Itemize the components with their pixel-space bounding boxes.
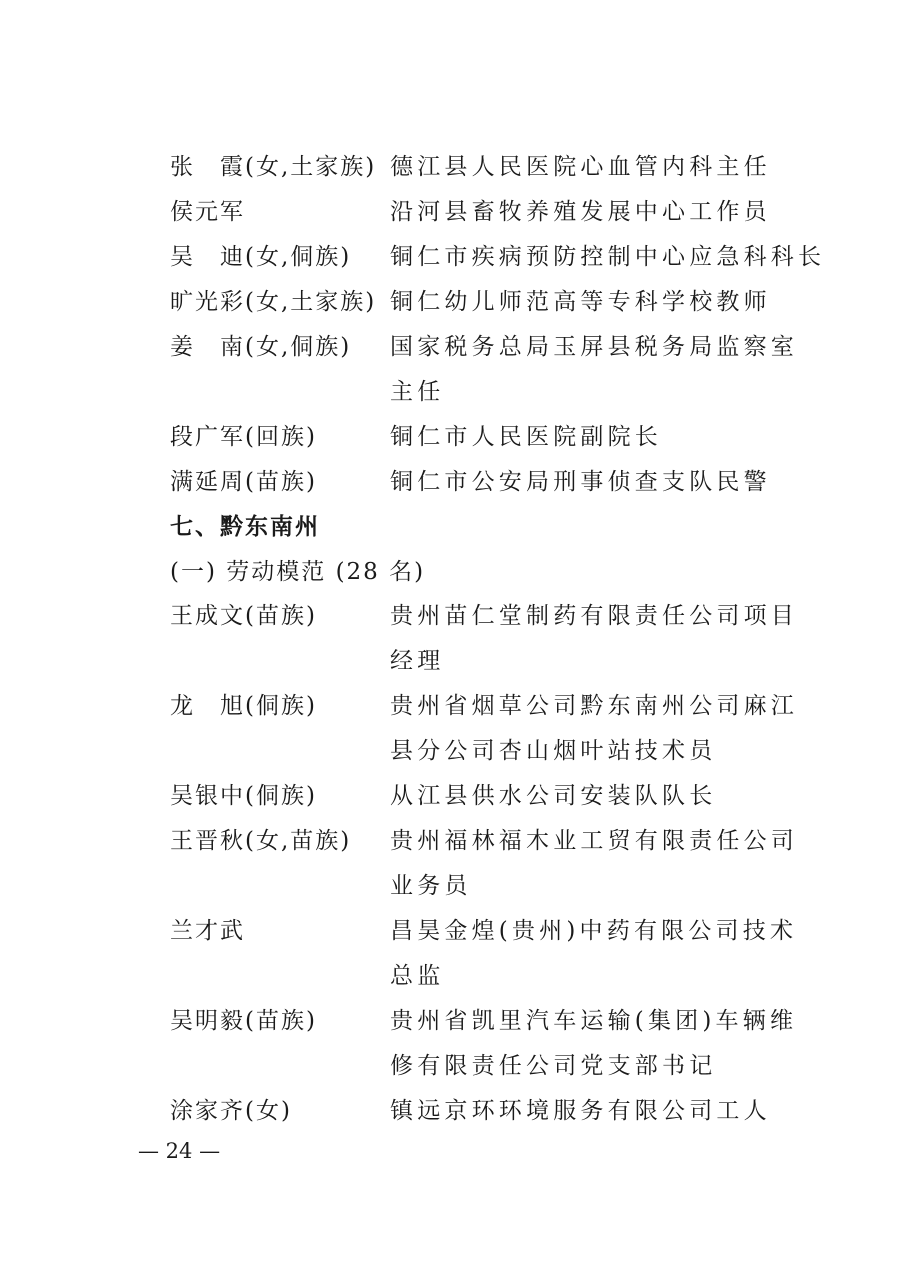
entry-name: 王晋秋(女,苗族) <box>170 828 352 854</box>
entry-description-line: 沿河县畜牧养殖发展中心工作员 <box>390 199 771 225</box>
entry-description-line: 经理 <box>390 648 445 674</box>
entry-description-line: 德江县人民医院心血管内科主任 <box>390 154 771 180</box>
entry-name: 侯元军 <box>170 199 245 225</box>
entry-name: 吴银中(侗族) <box>170 783 317 809</box>
entry-name: 满延周(苗族) <box>170 469 317 495</box>
entry-description-line: 贵州苗仁堂制药有限责任公司项目 <box>390 603 798 629</box>
entry-name: 姜 南(女,侗族) <box>170 334 352 360</box>
entry-description-line: 镇远京环环境服务有限公司工人 <box>390 1098 771 1124</box>
entry-description-line: 业务员 <box>390 873 472 899</box>
entry-name: 张 霞(女,土家族) <box>170 154 377 180</box>
entry-name: 涂家齐(女) <box>170 1098 292 1124</box>
entry-name: 段广军(回族) <box>170 424 317 450</box>
page-number: — 24 — <box>138 1139 221 1163</box>
entry-name: 王成文(苗族) <box>170 603 317 629</box>
entry-description-line: 贵州省烟草公司黔东南州公司麻江 <box>390 693 798 719</box>
entry-description-line: 贵州福林福木业工贸有限责任公司 <box>390 828 798 854</box>
entry-description-line: 铜仁市公安局刑事侦查支队民警 <box>390 469 771 495</box>
entry-description-line: 昌昊金煌(贵州)中药有限公司技术 <box>390 918 798 944</box>
entry-description-line: 国家税务总局玉屏县税务局监察室 <box>390 334 798 360</box>
entry-description-line: 铜仁市疾病预防控制中心应急科科长 <box>390 244 826 270</box>
entry-description-line: 铜仁市人民医院副院长 <box>390 424 662 450</box>
entry-description-line: 从江县供水公司安装队队长 <box>390 783 717 809</box>
entry-name: 吴明毅(苗族) <box>170 1008 317 1034</box>
entry-description-line: 主任 <box>390 379 445 405</box>
entry-name: 龙 旭(侗族) <box>170 693 317 719</box>
entry-name: 吴 迪(女,侗族) <box>170 244 352 270</box>
entry-name: 旷光彩(女,土家族) <box>170 289 377 315</box>
entry-name: 兰才武 <box>170 918 245 944</box>
section-heading: 七、黔东南州 <box>170 513 320 540</box>
entry-description-line: 铜仁幼儿师范高等专科学校教师 <box>390 289 771 315</box>
entry-description-line: 总监 <box>390 963 445 989</box>
entry-description-line: 县分公司杏山烟叶站技术员 <box>390 738 717 764</box>
entry-description-line: 贵州省凯里汽车运输(集团)车辆维 <box>390 1008 798 1034</box>
subsection-heading: (一) 劳动模范 (28 名) <box>170 559 426 585</box>
entry-description-line: 修有限责任公司党支部书记 <box>390 1053 717 1079</box>
